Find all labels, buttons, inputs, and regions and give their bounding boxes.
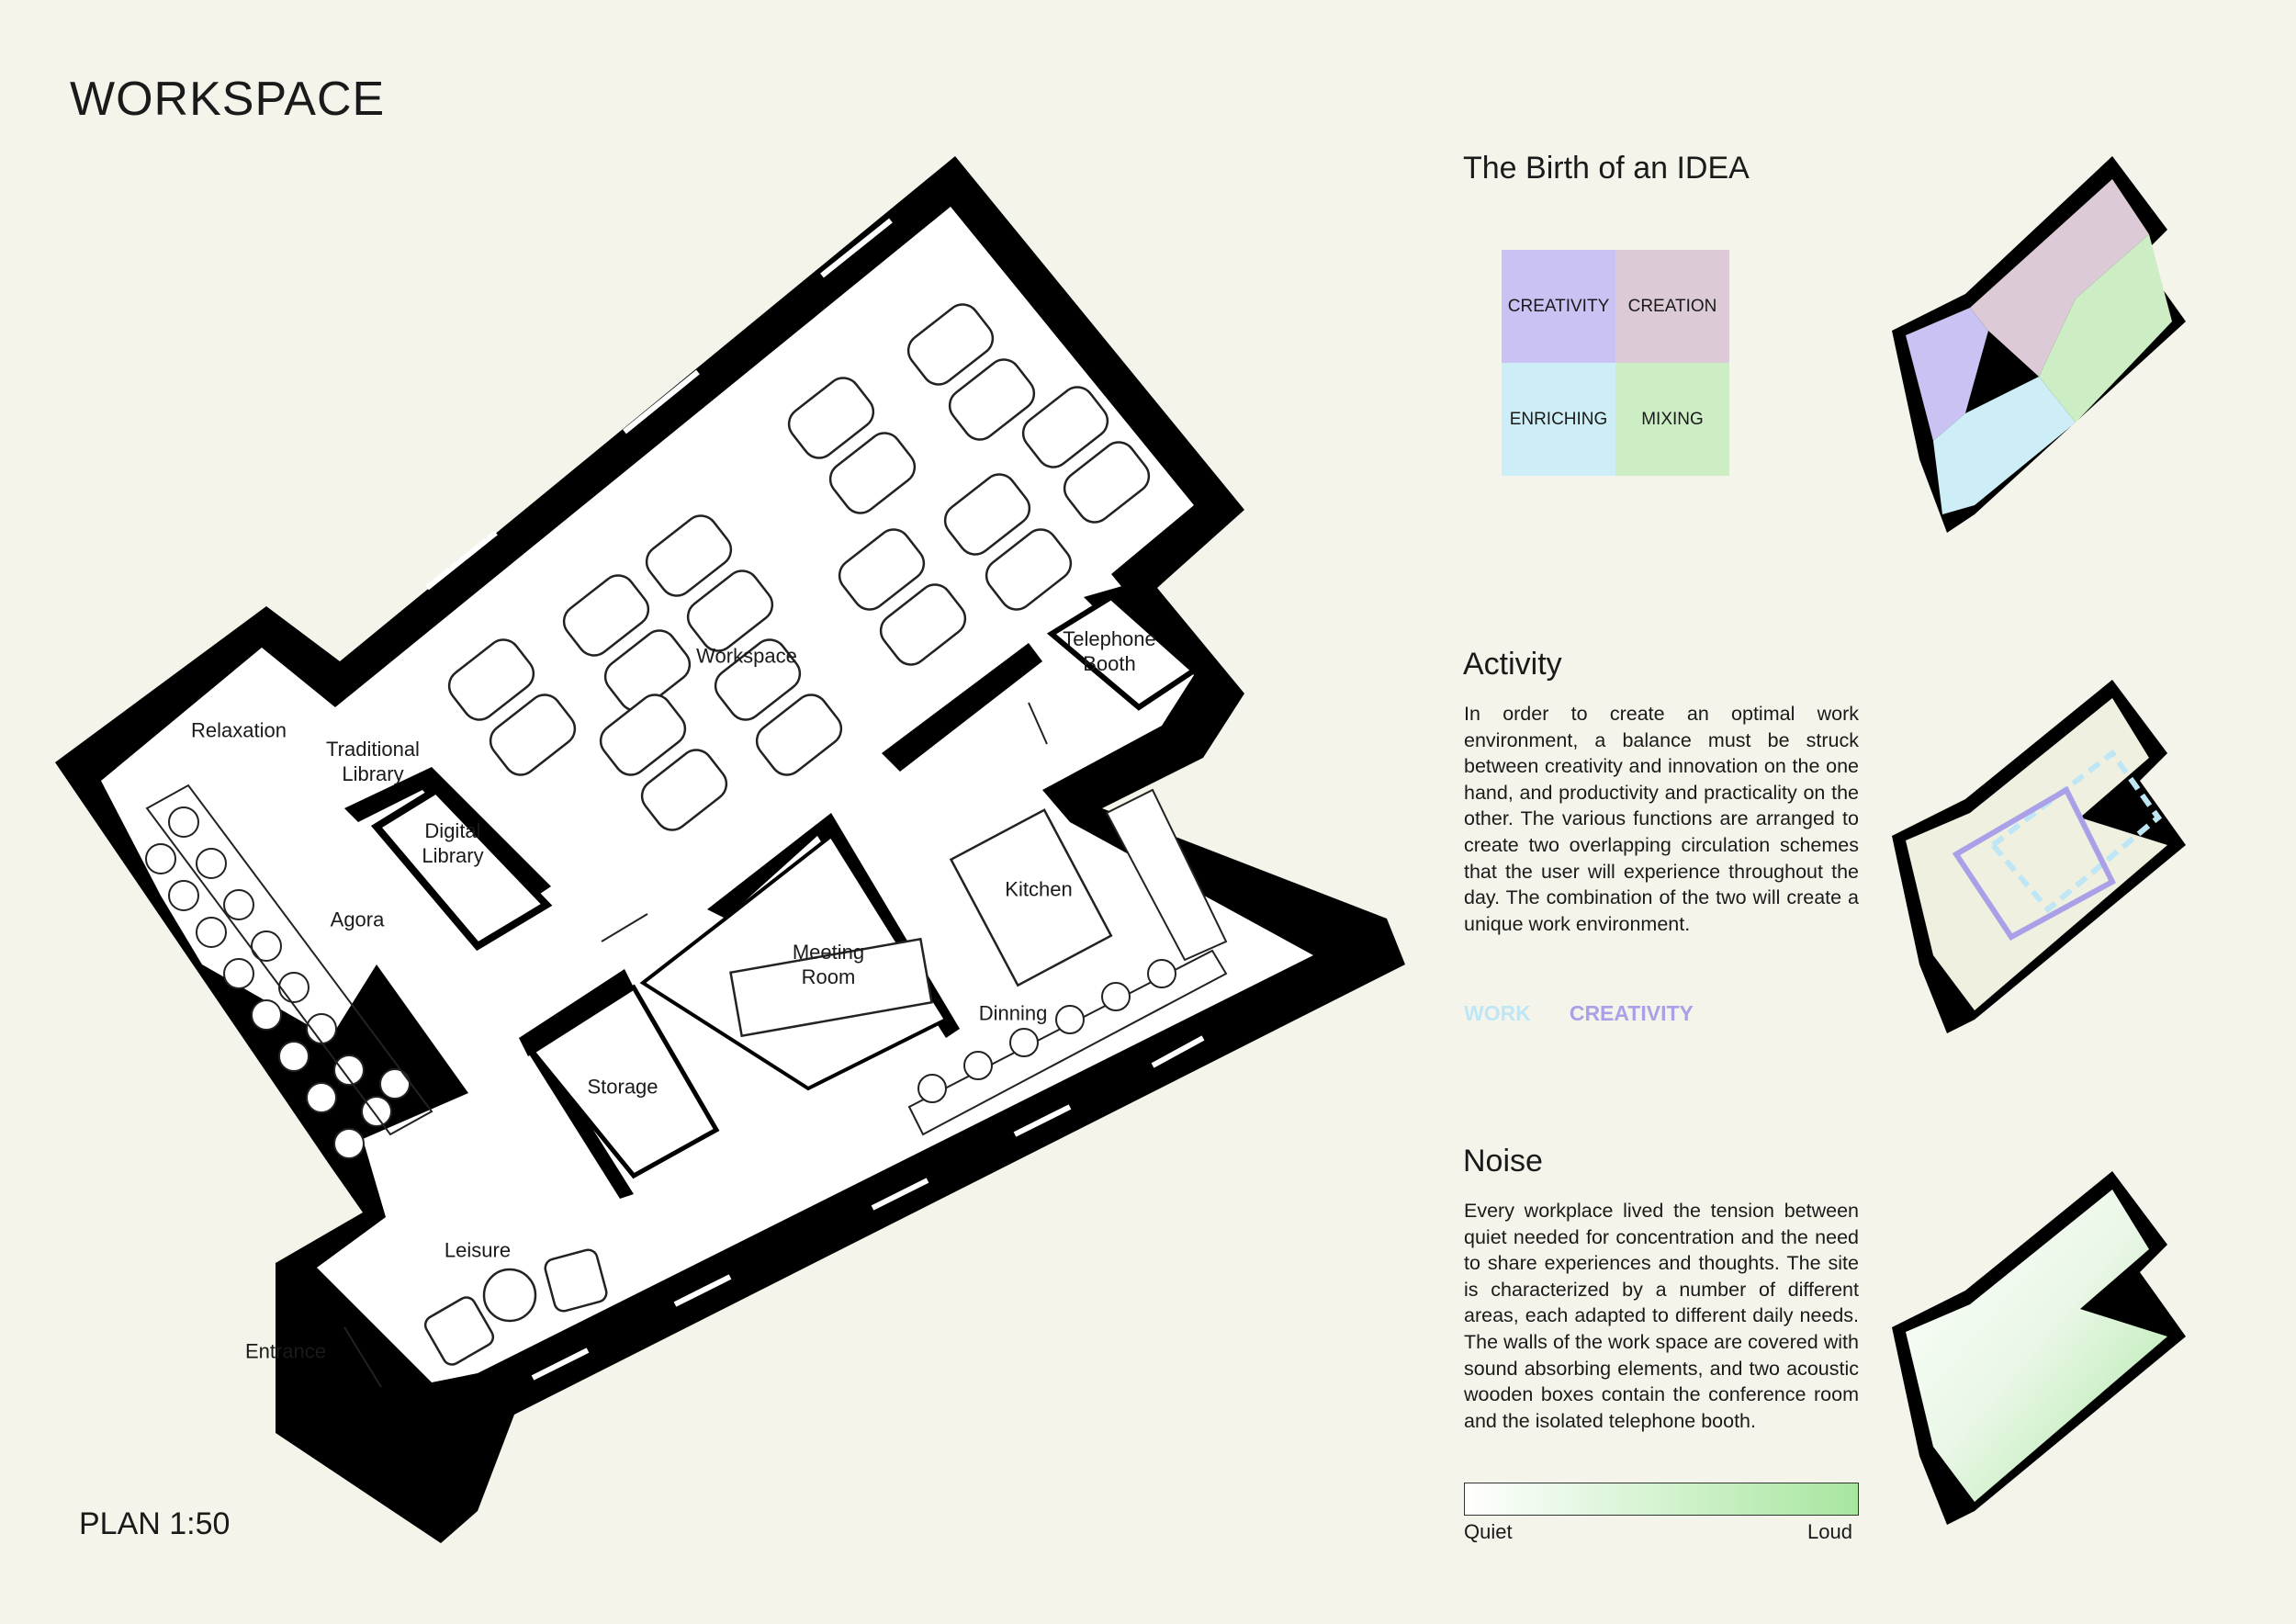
- label-leisure: Leisure: [444, 1238, 512, 1262]
- label-traditional-library: Traditional Library: [326, 738, 420, 785]
- noise-scale-min: Quiet: [1464, 1520, 1513, 1543]
- quadrant-creation: CREATION: [1615, 250, 1729, 363]
- label-kitchen: Kitchen: [1005, 877, 1073, 901]
- noise-heatmap-thumbnail: [1883, 1162, 2250, 1529]
- idea-zoning-thumbnail: [1883, 147, 2250, 533]
- legend-work: WORK: [1464, 1001, 1531, 1025]
- label-agora: Agora: [330, 908, 385, 931]
- noise-scale-bar: [1464, 1483, 1859, 1516]
- label-storage: Storage: [587, 1075, 658, 1099]
- quadrant-mixing: MIXING: [1615, 363, 1729, 476]
- activity-text: In order to create an optimal work environment, a balance must be struck between creativity and innovation on the one hand, and productivity and practicality on the other. The various functions are arranged to create two overlapping circulation schemes that the user will experience throughout the day. The combination of the two will create a unique work environment.: [1464, 703, 1859, 935]
- quadrant-enriching: ENRICHING: [1502, 363, 1615, 476]
- noise-heading: Noise: [1463, 1144, 1543, 1179]
- noise-scale-max: Loud: [1807, 1520, 1852, 1543]
- quadrant-creativity: CREATIVITY: [1502, 250, 1615, 363]
- activity-heading: Activity: [1463, 647, 1562, 682]
- activity-circulation-thumbnail: [1883, 671, 2250, 1038]
- label-digital-library: Digital Library: [422, 819, 484, 867]
- plan-scale: PLAN 1:50: [79, 1506, 231, 1541]
- label-relaxation: Relaxation: [191, 718, 287, 742]
- noise-text: Every workplace lived the tension between quiet needed for concentration and the need to share experiences and thoughts. The site is characterized by a number of different areas, each adapted to different daily needs. The walls of the work space are covered with sound absorbing elements, and two acoustic wooden boxes contain the conference room and the isolated telephone booth.: [1464, 1200, 1859, 1432]
- idea-heading: The Birth of an IDEA: [1463, 151, 1750, 186]
- legend-creativity: CREATIVITY: [1569, 1001, 1694, 1025]
- label-workspace: Workspace: [696, 644, 797, 668]
- label-telephone-booth: Telephone Booth: [1063, 627, 1156, 675]
- label-entrance: Entrance: [244, 1339, 327, 1363]
- idea-diagram: [1502, 250, 1729, 476]
- label-dinning: Dinning: [978, 1001, 1048, 1025]
- page-title: WORKSPACE: [70, 73, 386, 126]
- label-meeting-room: Meeting Room: [792, 941, 865, 988]
- activity-legend: [1464, 1001, 1694, 1026]
